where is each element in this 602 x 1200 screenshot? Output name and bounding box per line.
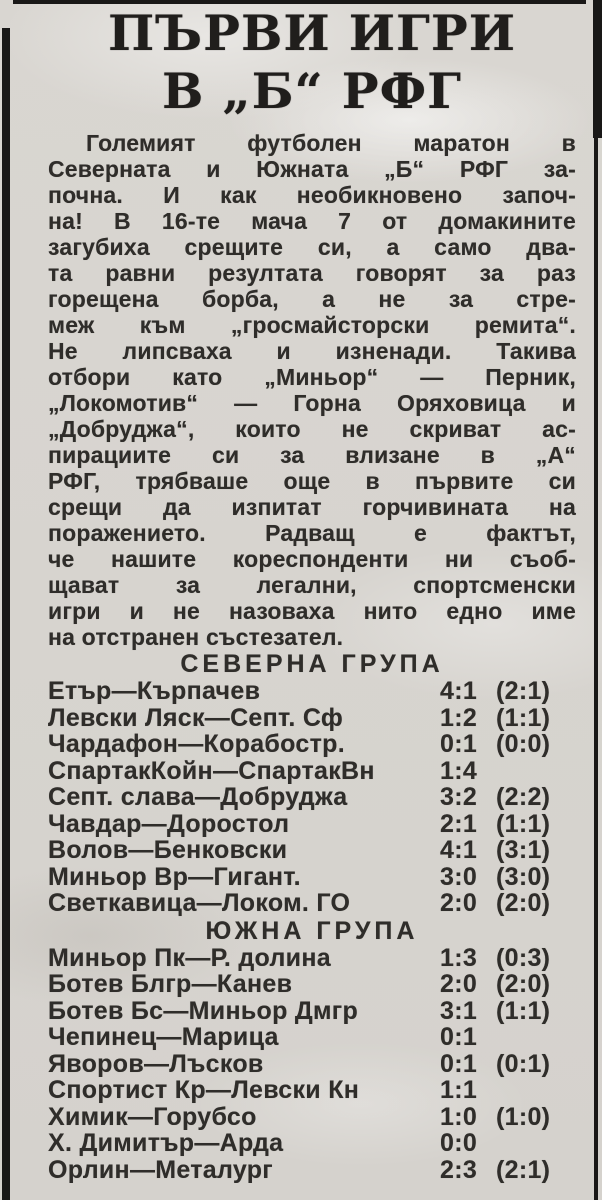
match-score: 4:1 xyxy=(440,836,478,864)
article-line: загубиха срещите си, а само два- xyxy=(48,234,576,260)
match-halftime-score: (3:0) xyxy=(496,862,551,891)
match-halftime-score: (1:1) xyxy=(496,809,551,838)
match-row xyxy=(48,1051,576,1078)
match-score: 1:2 xyxy=(440,703,478,732)
article-line: „Добруджа“, които не скриват ас- xyxy=(48,416,576,442)
match-teams: Етър—Кърпачев xyxy=(48,678,261,705)
match-teams: Левски Ляск—Септ. Сф xyxy=(48,704,344,731)
match-score: 3:0 xyxy=(440,862,478,891)
article-line: почна. И как необикновено започ- xyxy=(48,182,576,208)
group-header-south: ЮЖНА ГРУПА xyxy=(205,916,419,945)
article-line: на отстранен състезател. xyxy=(48,624,344,650)
match-teams: Ботев Блгр—Канев xyxy=(48,971,293,998)
article-line: Не липсваха и изненади. Такива xyxy=(48,338,576,364)
article-line: РФГ, трябваше още в първите си xyxy=(48,468,576,494)
match-score: 2:3 xyxy=(440,1155,478,1184)
match-row xyxy=(48,705,576,732)
match-teams: Спортист Кр—Левски Кн xyxy=(48,1077,360,1104)
match-row xyxy=(48,971,576,998)
match-score: 3:1 xyxy=(440,996,478,1025)
match-score: 1:1 xyxy=(440,1076,478,1104)
match-teams: Миньор Пк—Р. долина xyxy=(48,944,331,971)
match-teams: Септ. слава—Добруджа xyxy=(48,784,348,811)
match-score: 2:0 xyxy=(440,889,478,917)
group-header-north: СЕВЕРНА ГРУПА xyxy=(180,650,444,678)
right-border-rule xyxy=(594,0,598,1200)
match-row xyxy=(48,864,576,891)
results-group-south xyxy=(48,917,576,1184)
match-halftime-score: (1:0) xyxy=(496,1102,551,1131)
match-row xyxy=(48,837,576,864)
match-row xyxy=(48,890,576,917)
match-row xyxy=(48,678,576,705)
headline-line1: ПЪРВИ ИГРИ xyxy=(107,4,517,62)
match-row xyxy=(48,811,576,838)
match-halftime-score xyxy=(496,1024,576,1051)
match-halftime-score: (2:0) xyxy=(496,889,551,917)
match-halftime-score: (1:1) xyxy=(496,703,551,732)
match-row xyxy=(48,731,576,758)
article-line: та равни резултата говорят за раз xyxy=(48,260,576,286)
match-teams: Светкавица—Локом. ГО xyxy=(48,890,351,917)
match-score: 0:1 xyxy=(440,730,478,758)
article-line: че нашите кореспонденти ни съоб- xyxy=(48,546,576,572)
match-score: 2:1 xyxy=(440,809,478,838)
match-score: 0:0 xyxy=(440,1129,478,1157)
match-teams: Х. Димитър—Арда xyxy=(48,1130,284,1157)
match-row xyxy=(48,998,576,1025)
article-line: пирациите си за влизане в „А“ xyxy=(48,442,576,468)
match-teams: Миньор Вр—Гигант. xyxy=(48,863,301,890)
match-halftime-score: (1:1) xyxy=(496,996,551,1025)
match-row xyxy=(48,1104,576,1131)
left-border-rule xyxy=(2,28,10,1200)
match-teams: Чавдар—Доростол xyxy=(48,810,290,837)
article-line: „Локомотив“ — Горна Оряховица и xyxy=(48,390,576,416)
match-row xyxy=(48,1130,576,1157)
article-line: горещена борба, а не за стре- xyxy=(48,286,576,312)
match-teams: Химик—Горубсо xyxy=(48,1103,257,1130)
results-group-north xyxy=(48,650,576,917)
article-line: поражението. Радващ е фактът, xyxy=(48,520,576,546)
match-teams: Орлин—Металург xyxy=(48,1156,274,1183)
match-halftime-score: (0:1) xyxy=(496,1049,551,1078)
match-halftime-score: (2:0) xyxy=(496,970,551,998)
match-score: 2:0 xyxy=(440,970,478,998)
match-halftime-score: (3:1) xyxy=(496,836,551,864)
article-body xyxy=(48,130,576,650)
article-line: на! В 16-те мача 7 от домакините xyxy=(48,208,576,234)
match-score: 3:2 xyxy=(440,783,478,811)
headline xyxy=(48,4,576,120)
match-teams: СпартакКойн—СпартакВн xyxy=(48,757,375,784)
match-score: 4:1 xyxy=(440,677,478,705)
article-line: срещи да изпитат горчивината на xyxy=(48,494,576,520)
match-teams: Чардафон—Корабостр. xyxy=(48,731,345,758)
match-halftime-score xyxy=(496,758,576,785)
match-halftime-score xyxy=(496,1077,576,1104)
match-score: 0:1 xyxy=(440,1049,478,1078)
match-row xyxy=(48,945,576,972)
match-halftime-score: (2:1) xyxy=(496,677,551,705)
match-halftime-score: (0:0) xyxy=(496,730,551,758)
article-line: Големият футболен маратон в xyxy=(86,130,576,156)
match-teams: Волов—Бенковски xyxy=(48,837,288,864)
match-row xyxy=(48,784,576,811)
match-halftime-score: (2:2) xyxy=(496,783,551,811)
match-score: 1:3 xyxy=(440,943,478,972)
article-line: Северната и Южната „Б“ РФГ за- xyxy=(48,156,576,182)
right-border-rule-top xyxy=(593,0,602,138)
match-teams: Чепинец—Марица xyxy=(48,1024,279,1051)
match-halftime-score: (0:3) xyxy=(496,943,551,972)
match-score: 1:0 xyxy=(440,1102,478,1131)
headline-line2: В „Б“ РФГ xyxy=(162,62,462,120)
match-teams: Ботев Бс—Миньор Дмгр xyxy=(48,997,359,1024)
article-line: щават за легални, спортсменски xyxy=(48,572,576,598)
article-line: отбори като „Миньор“ — Перник, xyxy=(48,364,576,390)
match-row xyxy=(48,1157,576,1184)
match-halftime-score: (2:1) xyxy=(496,1155,551,1184)
match-score: 0:1 xyxy=(440,1023,478,1051)
article-content xyxy=(48,4,576,1183)
match-row xyxy=(48,1024,576,1051)
match-teams: Яворов—Лъсков xyxy=(48,1050,264,1077)
article-line: меж към „гросмайсторски ремита“. xyxy=(48,312,576,338)
match-score: 1:4 xyxy=(440,756,478,785)
match-row xyxy=(48,1077,576,1104)
article-line: игри и не назоваха нито едно име xyxy=(48,598,576,624)
match-halftime-score xyxy=(496,1130,576,1157)
match-row xyxy=(48,758,576,785)
